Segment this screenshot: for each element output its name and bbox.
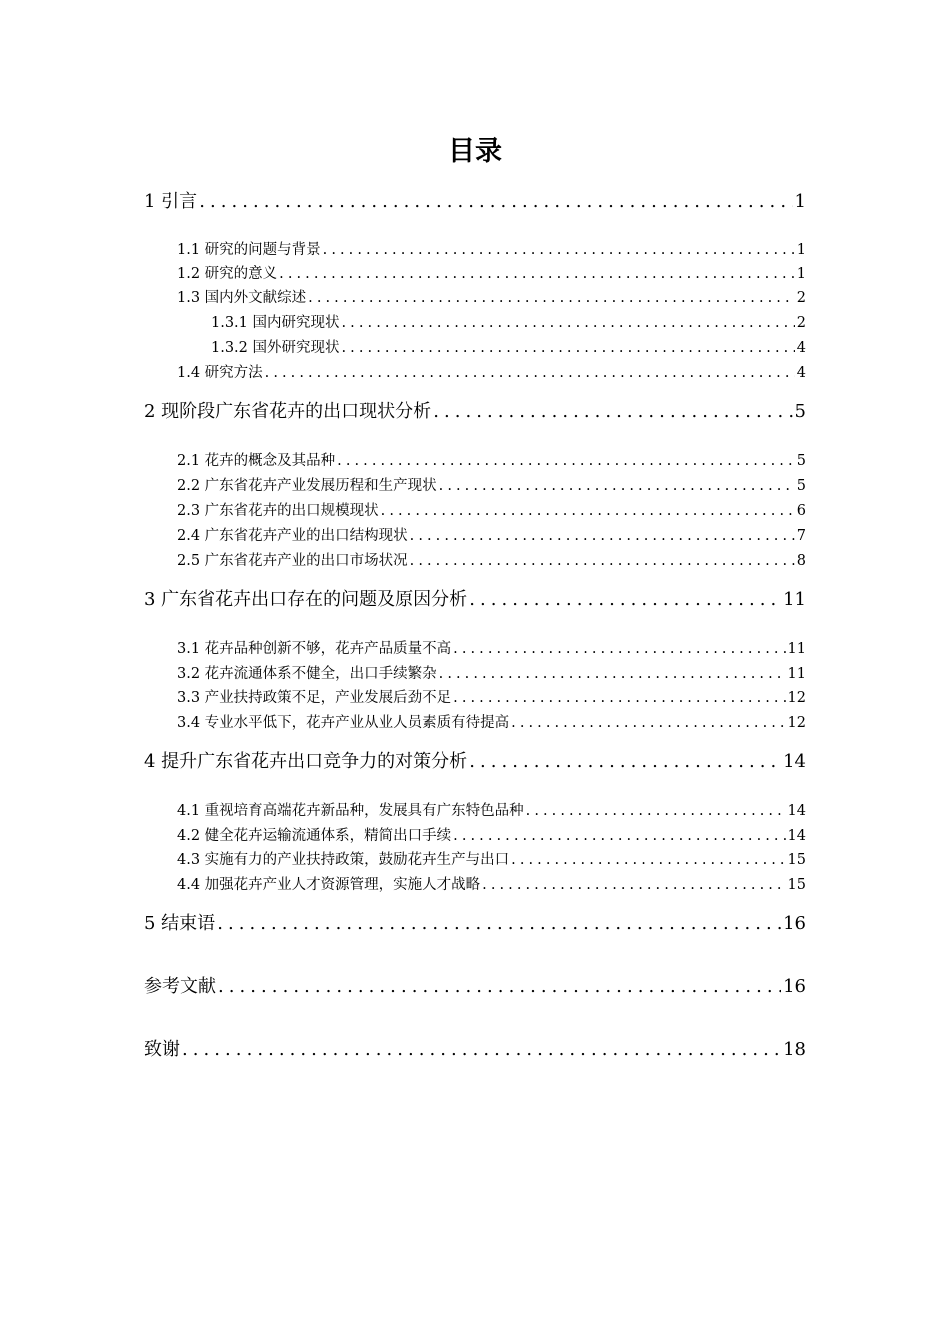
- toc-leader: [410, 549, 795, 573]
- toc-page-number: 11: [783, 589, 806, 610]
- toc-page-number: 5: [794, 401, 806, 422]
- toc-leader: [433, 398, 792, 426]
- toc-entry-label: 参考文献: [144, 976, 216, 997]
- toc-entry[interactable]: [211, 336, 806, 360]
- toc-page-number: 4: [796, 340, 806, 356]
- toc-entry[interactable]: [177, 662, 806, 686]
- toc-entry[interactable]: [177, 549, 806, 573]
- toc-entry-label: 1.3.2 国外研究现状: [211, 340, 340, 356]
- toc-entry[interactable]: [144, 398, 806, 426]
- toc-entry[interactable]: [177, 824, 806, 848]
- toc-entry-label: 1.3.1 国内研究现状: [211, 315, 340, 331]
- toc-entry[interactable]: [177, 848, 806, 872]
- toc-entry-label: 2.4 广东省花卉产业的出口结构现状: [177, 528, 408, 544]
- toc-entry[interactable]: [144, 748, 806, 776]
- toc-leader: [182, 1036, 781, 1064]
- toc-leader: [453, 686, 785, 710]
- toc-leader: [439, 474, 795, 498]
- toc-leader: [469, 586, 781, 614]
- toc-entry[interactable]: [177, 449, 806, 473]
- toc-entry-label: 2.3 广东省花卉的出口规模现状: [177, 503, 379, 519]
- toc-leader: [511, 848, 785, 872]
- toc-entry-label: 3.1 花卉品种创新不够，花卉产品质量不高: [177, 641, 452, 657]
- toc-entry-label: 3.3 产业扶持政策不足，产业发展后劲不足: [177, 690, 452, 706]
- toc-entry[interactable]: [177, 799, 806, 823]
- toc-entry[interactable]: [177, 686, 806, 710]
- toc-entry-label: 1.2 研究的意义: [177, 266, 278, 282]
- toc-leader: [342, 336, 795, 360]
- toc-page-number: 1: [794, 191, 806, 212]
- toc-page-number: 15: [787, 877, 806, 893]
- toc-leader: [217, 910, 781, 938]
- toc-entry-label: 5 结束语: [144, 913, 216, 934]
- toc-entry[interactable]: [177, 637, 806, 661]
- toc-leader: [469, 748, 781, 776]
- toc-entry[interactable]: [177, 873, 806, 897]
- toc-page-number: 15: [787, 852, 806, 868]
- toc-leader: [279, 262, 795, 286]
- toc-entry[interactable]: [177, 286, 806, 310]
- toc-page-number: 7: [796, 528, 806, 544]
- toc-entry-label: 1 引言: [144, 191, 198, 212]
- toc-page-number: 14: [787, 828, 806, 844]
- toc-entry[interactable]: [144, 188, 806, 216]
- toc-leader: [308, 286, 795, 310]
- toc-entry[interactable]: [211, 311, 806, 335]
- toc-page-number: 4: [796, 365, 806, 381]
- toc-page-number: 14: [783, 751, 806, 772]
- toc-leader: [199, 188, 792, 216]
- toc-page-number: 5: [796, 453, 806, 469]
- toc-page-number: 11: [787, 666, 806, 682]
- toc-leader: [511, 711, 785, 735]
- toc-leader: [342, 311, 795, 335]
- toc-leader: [526, 799, 786, 823]
- toc-page-number: 16: [783, 913, 806, 934]
- toc-entry-label: 2 现阶段广东省花卉的出口现状分析: [144, 401, 432, 422]
- toc-entry-label: 4.2 健全花卉运输流通体系，精简出口手续: [177, 828, 452, 844]
- toc-leader: [265, 361, 795, 385]
- toc-entry[interactable]: [177, 262, 806, 286]
- toc-entry-label: 1.1 研究的问题与背景: [177, 242, 321, 258]
- toc-entry[interactable]: [144, 1036, 806, 1064]
- toc-entry[interactable]: [177, 361, 806, 385]
- toc-entry-label: 4.1 重视培育高端花卉新品种，发展具有广东特色品种: [177, 803, 524, 819]
- toc-page-number: 18: [783, 1039, 806, 1060]
- toc-entry-label: 2.5 广东省花卉产业的出口市场状况: [177, 553, 408, 569]
- toc-entry-label: 2.1 花卉的概念及其品种: [177, 453, 336, 469]
- toc-page-number: 2: [796, 290, 806, 306]
- toc-leader: [482, 873, 785, 897]
- toc-leader: [381, 499, 795, 523]
- toc-entry-label: 2.2 广东省花卉产业发展历程和生产现状: [177, 478, 437, 494]
- toc-entry[interactable]: [177, 499, 806, 523]
- toc-page-number: 12: [787, 715, 806, 731]
- toc-page-number: 14: [787, 803, 806, 819]
- toc-leader: [337, 449, 795, 473]
- toc-entry[interactable]: [177, 474, 806, 498]
- toc-page-number: 2: [796, 315, 806, 331]
- toc-entry[interactable]: [177, 711, 806, 735]
- toc-page-number: 1: [796, 266, 806, 282]
- toc-entry-label: 3.4 专业水平低下，花卉产业从业人员素质有待提高: [177, 715, 510, 731]
- toc-entry-label: 3 广东省花卉出口存在的问题及原因分析: [144, 589, 468, 610]
- toc-entry-label: 3.2 花卉流通体系不健全，出口手续繁杂: [177, 666, 437, 682]
- toc-entry[interactable]: [144, 910, 806, 938]
- toc-leader: [410, 524, 795, 548]
- toc-leader: [453, 824, 785, 848]
- toc-page-number: 6: [796, 503, 806, 519]
- toc-page-number: 11: [787, 641, 806, 657]
- toc-page-number: 12: [787, 690, 806, 706]
- toc-page-number: 8: [796, 553, 806, 569]
- toc-entry-label: 4 提升广东省花卉出口竞争力的对策分析: [144, 751, 468, 772]
- toc-leader: [439, 662, 786, 686]
- toc-title: 目录: [448, 136, 502, 167]
- toc-entry-label: 1.3 国内外文献综述: [177, 290, 307, 306]
- toc-leader: [453, 637, 785, 661]
- toc-leader: [323, 238, 795, 262]
- toc-entry-label: 致谢: [144, 1039, 180, 1060]
- toc-entry[interactable]: [144, 586, 806, 614]
- toc-page-number: 1: [796, 242, 806, 258]
- toc-entry-label: 4.4 加强花卉产业人才资源管理，实施人才战略: [177, 877, 481, 893]
- toc-page-number: 5: [796, 478, 806, 494]
- toc-entry-label: 1.4 研究方法: [177, 365, 263, 381]
- toc-entry[interactable]: [177, 238, 806, 262]
- toc-leader: [218, 973, 781, 1001]
- toc-entry[interactable]: [177, 524, 806, 548]
- toc-entry[interactable]: [144, 973, 806, 1001]
- toc-page-number: 16: [783, 976, 806, 997]
- toc-entry-label: 4.3 实施有力的产业扶持政策，鼓励花卉生产与出口: [177, 852, 510, 868]
